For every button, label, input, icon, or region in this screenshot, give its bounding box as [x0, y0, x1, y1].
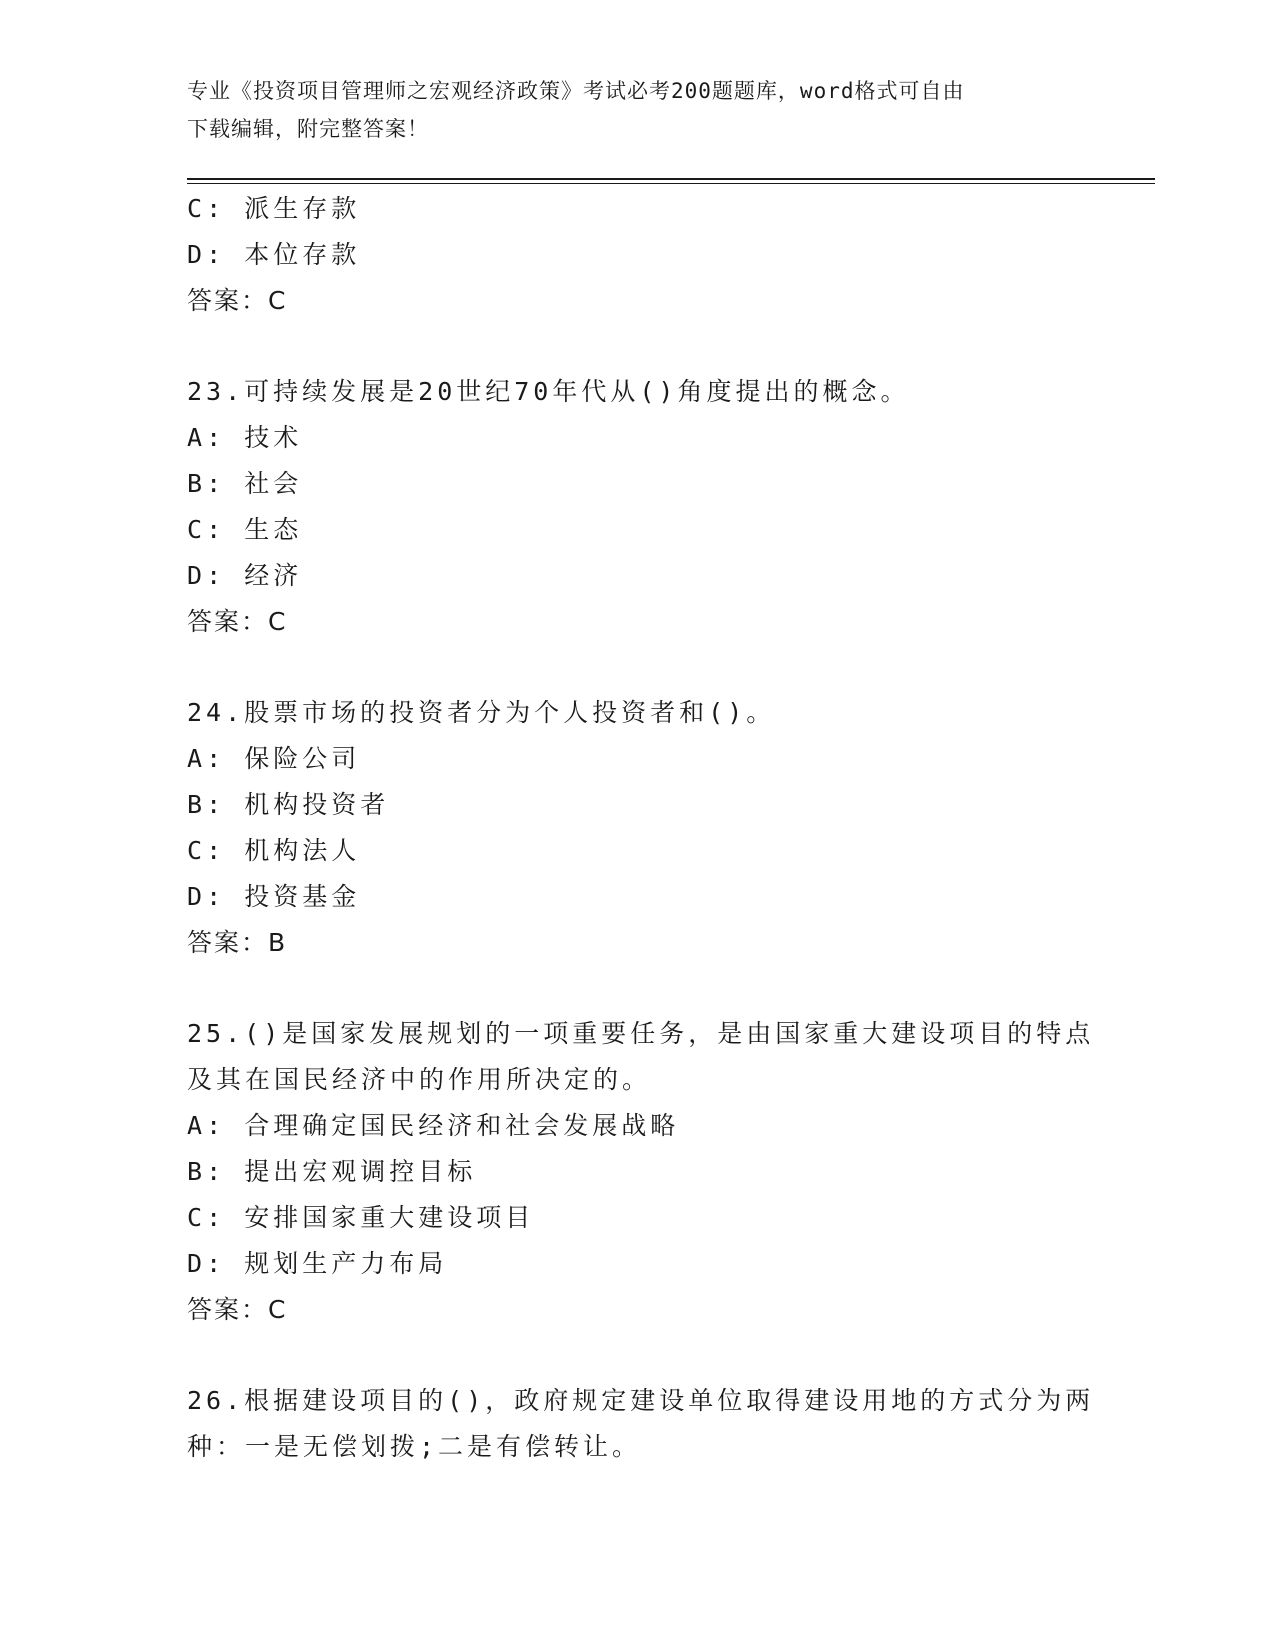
option-label: C: [187, 836, 207, 865]
option-b: [187, 1149, 1087, 1195]
option-text: 技术: [244, 423, 303, 452]
option-c: [187, 828, 1087, 874]
option-d: [187, 232, 1087, 278]
header-divider: [187, 178, 1155, 184]
option-c: [187, 507, 1087, 553]
question-stem-cont: 种：一是无偿划拨;二是有偿转让。: [187, 1432, 642, 1461]
question-stem: 25.()是国家发展规划的一项重要任务，是由国家重大建设项目的特点: [187, 1019, 1095, 1048]
option-colon: :: [206, 744, 226, 773]
option-colon: :: [206, 469, 226, 498]
spacer: [187, 1333, 1087, 1378]
option-colon: :: [206, 515, 226, 544]
option-label: D: [187, 1249, 207, 1278]
answer-line: 答案：B: [187, 928, 288, 957]
question-stem-cont: 及其在国民经济中的作用所决定的。: [187, 1065, 652, 1094]
answer-line: 答案：C: [187, 607, 288, 636]
option-c: [187, 1195, 1087, 1241]
question-23: [187, 369, 1087, 645]
header-line-1: 专业《投资项目管理师之宏观经济政策》考试必考200题题库，word格式可自由: [187, 79, 965, 103]
option-text: 投资基金: [244, 882, 361, 911]
option-label: D: [187, 240, 207, 269]
option-d: [187, 1241, 1087, 1287]
option-colon: :: [206, 423, 226, 452]
option-d: [187, 553, 1087, 599]
answer-line: 答案：C: [187, 286, 288, 315]
option-text: 生态: [244, 515, 303, 544]
spacer: [187, 645, 1087, 690]
option-label: D: [187, 882, 207, 911]
option-colon: :: [206, 561, 226, 590]
option-colon: :: [206, 1157, 226, 1186]
option-colon: :: [206, 1111, 226, 1140]
option-a: [187, 1103, 1087, 1149]
option-b: [187, 782, 1087, 828]
option-d: [187, 874, 1087, 920]
option-label: C: [187, 194, 207, 223]
option-colon: :: [206, 882, 226, 911]
spacer: [187, 324, 1087, 369]
option-colon: :: [206, 790, 226, 819]
option-text: 保险公司: [244, 744, 361, 773]
answer-line: 答案：C: [187, 1295, 288, 1324]
option-text: 提出宏观调控目标: [244, 1157, 477, 1186]
option-label: B: [187, 1157, 207, 1186]
spacer: [187, 966, 1087, 1011]
option-label: C: [187, 1203, 207, 1232]
option-label: B: [187, 469, 207, 498]
question-stem: 26.根据建设项目的()，政府规定建设单位取得建设用地的方式分为两: [187, 1386, 1095, 1415]
prev-question: [187, 186, 1087, 324]
option-label: A: [187, 744, 207, 773]
option-a: [187, 736, 1087, 782]
option-colon: :: [206, 240, 226, 269]
option-text: 经济: [244, 561, 303, 590]
option-text: 安排国家重大建设项目: [244, 1203, 535, 1232]
option-text: 规划生产力布局: [244, 1249, 448, 1278]
option-a: [187, 415, 1087, 461]
question-26: [187, 1378, 1095, 1470]
option-colon: :: [206, 1249, 226, 1278]
question-list: [187, 186, 1095, 1470]
question-25: [187, 1011, 1095, 1333]
document-header: [187, 72, 1087, 148]
option-text: 合理确定国民经济和社会发展战略: [244, 1111, 680, 1140]
option-label: C: [187, 515, 207, 544]
option-c: [187, 186, 1087, 232]
option-label: A: [187, 423, 207, 452]
option-text: 派生存款: [244, 194, 361, 223]
question-stem: 23.可持续发展是20世纪70年代从()角度提出的概念。: [187, 377, 910, 406]
option-colon: :: [206, 194, 226, 223]
option-colon: :: [206, 1203, 226, 1232]
question-24: [187, 690, 1087, 966]
option-label: A: [187, 1111, 207, 1140]
option-b: [187, 461, 1087, 507]
option-label: D: [187, 561, 207, 590]
option-text: 机构法人: [244, 836, 361, 865]
question-stem: 24.股票市场的投资者分为个人投资者和()。: [187, 698, 776, 727]
option-colon: :: [206, 836, 226, 865]
option-label: B: [187, 790, 207, 819]
option-text: 社会: [244, 469, 303, 498]
option-text: 机构投资者: [244, 790, 390, 819]
option-text: 本位存款: [244, 240, 361, 269]
header-line-2: 下载编辑，附完整答案！: [187, 117, 429, 141]
